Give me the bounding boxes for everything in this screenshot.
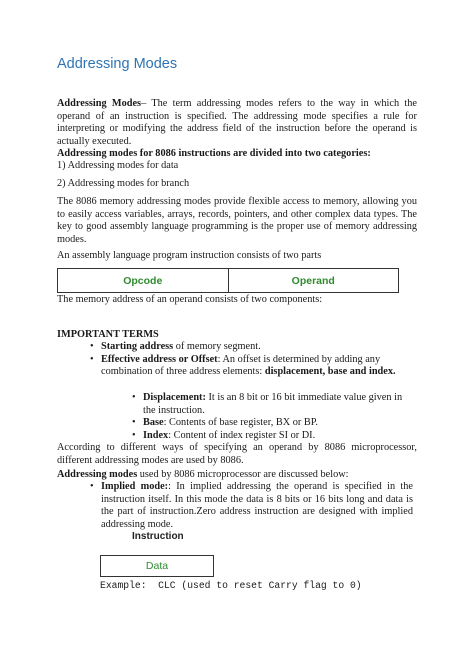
categories-heading: Addressing modes for 8086 instructions are divided into two categories:	[57, 148, 371, 159]
page-title: Addressing Modes	[57, 56, 178, 72]
effective-address-text: : An offset is determined by adding any combination of three address elements:	[101, 353, 381, 378]
opcode-cell: Opcode	[123, 274, 163, 287]
category-data: 1) Addressing modes for data	[57, 160, 179, 171]
instruction-format-table	[57, 268, 399, 293]
important-terms-list	[90, 341, 411, 379]
displacement-term: Displacement:	[143, 392, 206, 403]
starting-address-term: Starting address	[101, 341, 174, 352]
effective-address-term: Effective address or Offset	[101, 353, 218, 365]
used-modes-term: Addressing modes	[57, 469, 138, 480]
index-text: : Content of index register SI or DI.	[168, 429, 316, 441]
intro-term: Addressing Modes	[57, 98, 142, 109]
used-modes-line	[57, 469, 349, 482]
list-item	[90, 481, 414, 531]
list-item	[132, 417, 413, 430]
used-modes-text: used by 8086 microprocessor are discussed below:	[137, 469, 349, 480]
modes-list	[90, 481, 414, 531]
bullet-icon: •	[132, 429, 136, 441]
intro-paragraph	[57, 98, 417, 148]
memory-paragraph: The 8086 memory addressing modes provide flexible access to memory, allowing you to easily access variables, arrays, records, pointers, and other complex data types. The key to good assembly language programming is the proper use of memory addressing modes.	[57, 196, 417, 245]
bullet-icon: •	[90, 353, 94, 365]
data-box: Data	[100, 555, 214, 577]
list-item	[90, 341, 411, 354]
instruction-label: Instruction	[132, 531, 184, 542]
bullet-icon: •	[132, 392, 136, 403]
base-text: : Contents of base register, BX or BP.	[163, 417, 318, 429]
category-branch: 2) Addressing modes for branch	[57, 178, 190, 189]
bullet-icon: •	[90, 341, 94, 352]
list-item	[132, 392, 413, 417]
implied-mode-term: Implied mode:	[101, 481, 169, 492]
address-elements: displacement, base and index.	[264, 366, 396, 378]
implied-mode-text: : In implied addressing the operand is specified in the instruction itself. In this mode the data is 8 bits or 16 bits long and data is the part of instruction.Zero address instruction are designed with implied addressing mode.	[101, 481, 414, 530]
index-term: Index	[143, 429, 169, 441]
starting-address-text: of memory segment.	[173, 341, 261, 352]
operand-cell: Operand	[228, 269, 399, 292]
list-item	[90, 353, 411, 379]
important-terms-title: IMPORTANT TERMS	[57, 329, 159, 340]
displacement-text: It is an 8 bit or 16 bit immediate value given in the instruction.	[143, 392, 403, 416]
example-text: Example: CLC (used to reset Carry flag to 0)	[100, 580, 362, 591]
instruction-parts-text: An assembly language program instruction consists of two parts	[57, 250, 322, 261]
list-item	[132, 429, 413, 443]
operand-components-text: The memory address of an operand consists of two components:	[57, 294, 323, 305]
ways-paragraph: According to different ways of specifying an operand by 8086 microprocessor, different addressing modes are used by 8086.	[57, 442, 417, 466]
base-term: Base	[143, 417, 164, 429]
intro-text: – The term addressing modes refers to the way in which the operand of an instruction is specified. The addressing mode specifies a rule for interpreting or modifying the address field of the instruction before the operand is actually executed.	[57, 98, 417, 147]
address-elements-list	[132, 392, 413, 442]
bullet-icon: •	[90, 481, 94, 492]
bullet-icon: •	[132, 417, 136, 429]
